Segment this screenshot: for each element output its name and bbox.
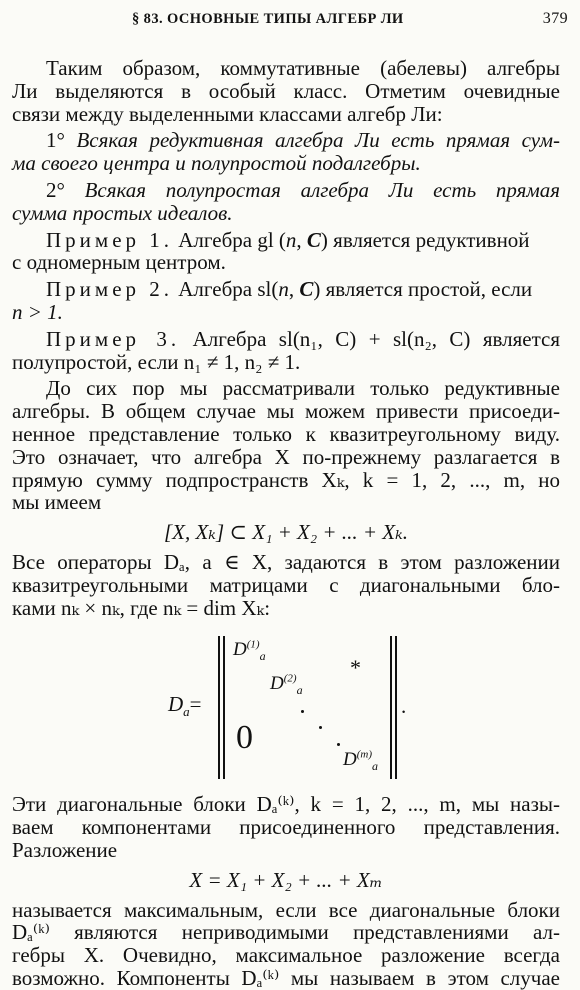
example-line (12, 229, 560, 252)
text-line: ками nₖ × nₖ, где nₖ = dim Xₖ: (12, 595, 271, 620)
math-var: D (270, 673, 284, 695)
example-label: Пример 3. (46, 326, 181, 351)
diagonal-block-1 (233, 639, 266, 662)
math-subscript: a (372, 759, 379, 774)
example-text: , (296, 227, 307, 252)
math-var: D (343, 749, 357, 771)
example-label: Пример 2. (46, 277, 174, 302)
example-label: Пример 1. (46, 227, 174, 252)
example-text: Алгебра gl ( (178, 227, 286, 252)
formula-commutator: [X, Xₖ] ⊂ X₁ + X₂ + ... + Xₖ. (163, 520, 408, 545)
text-line: Все операторы Dₐ, a ∈ X, задаются в этом разложении (12, 549, 560, 574)
example-line: с одномерным центром. (12, 250, 226, 275)
section-title: § 83. ОСНОВНЫЕ ТИПЫ АЛГЕБР ЛИ (132, 11, 404, 27)
text-line: связи между выделенными классами алгебр Ли: (12, 101, 443, 126)
matrix-lhs (168, 692, 202, 720)
text-line: прямую сумму подпространств Xₖ, k = 1, 2, ..., m, но (12, 467, 560, 492)
page-number: 379 (542, 10, 568, 27)
statement-number: 1° (46, 128, 65, 153)
matrix-left-bar (218, 636, 220, 779)
diagonal-block-2 (270, 673, 303, 696)
example-line (12, 328, 560, 351)
diagonal-block-m (343, 749, 378, 772)
text-line: ваем компонентами присоединенного представления. (12, 815, 560, 840)
diagonal-dot (301, 710, 304, 713)
statement-line (12, 152, 560, 175)
statement-line (12, 129, 560, 152)
math-field: C (299, 277, 314, 302)
statement-text: Всякая редуктивная алгебра Ли есть прямая сум- (76, 128, 561, 153)
page-body (12, 57, 560, 990)
statement-number: 2° (46, 177, 65, 202)
math-subscript: a (296, 683, 303, 698)
diagonal-dot (337, 743, 340, 746)
matrix-right-bar (390, 636, 392, 779)
text-line: Разложение (12, 837, 118, 862)
example-line (12, 278, 560, 301)
text-line: Эти диагональные блоки Dₐ⁽ᵏ⁾, k = 1, 2, ..., m, мы назы- (12, 792, 560, 817)
math-superscript: (1) (246, 639, 260, 651)
text-line: Таким образом, коммутативные (абелевы) алгебры (46, 56, 560, 80)
formula-decomposition: X = X₁ + X₂ + ... + Xₘ (189, 867, 383, 892)
diagonal-dot (319, 726, 322, 729)
matrix-right-bar (395, 636, 397, 779)
text-line: Dₐ⁽ᵏ⁾ являются неприводимыми представлениями ал- (12, 920, 560, 945)
example-1 (12, 229, 560, 275)
example-text: Алгебра sl(n₁, C) + sl(n₂, C) является (192, 326, 561, 351)
statement-text: Всякая полупростая алгебра Ли есть прямая (84, 177, 560, 202)
paragraph-components (12, 793, 560, 861)
example-2 (12, 278, 560, 324)
example-3 (12, 328, 560, 374)
example-text: ) является простой, если (313, 277, 533, 302)
matrix-period: . (401, 694, 407, 719)
text-line: возможно. Компоненты Dₐ⁽ᵏ⁾ мы называем в этом случае (12, 965, 560, 990)
math-subscript: a (183, 704, 190, 720)
math-var: D (233, 639, 247, 661)
math-superscript: (2) (283, 673, 297, 685)
example-text: ) является редуктивной (320, 227, 530, 252)
math-subscript: a (259, 649, 266, 664)
text-line: квазитреугольными матрицами с диагональными бло- (12, 572, 560, 597)
statement-text: ма своего центра и полупростой подалгебры. (12, 151, 421, 176)
statement-text: сумма простых идеалов. (12, 200, 233, 225)
example-line: полупростой, если n₁ ≠ 1, n₂ ≠ 1. (12, 349, 301, 374)
paragraph-maximal (12, 899, 560, 990)
text-line: гебры X. Очевидно, максимальное разложение всегда (12, 943, 560, 968)
paragraph-quasitriangular (12, 377, 560, 514)
statement-2 (12, 179, 560, 225)
statement-line (12, 179, 560, 202)
math-var: n (278, 277, 289, 302)
example-text: Алгебра sl( (178, 277, 279, 302)
text-line: До сих пор мы рассматривали только редуктивные (46, 376, 560, 401)
example-line: n > 1. (12, 299, 63, 324)
equals-sign: = (189, 692, 202, 717)
math-var: D (168, 692, 184, 717)
text-line: Ли выделяются в особый класс. Отметим очевидные (12, 78, 560, 103)
math-var: n (285, 227, 297, 252)
text-line: Это означает, что алгебра X по-прежнему разлагается в (12, 444, 560, 469)
paragraph-abelian (12, 57, 560, 125)
text-line: мы имеем (12, 490, 102, 515)
text-line: ненное представление только к квазитреугольному виду. (12, 421, 560, 446)
example-text: , (288, 277, 300, 302)
statement-1 (12, 129, 560, 175)
text-line: называется максимальным, если все диагональные блоки (12, 897, 560, 922)
math-superscript: (m) (356, 749, 373, 761)
paragraph-operators (12, 551, 560, 619)
block-matrix (12, 633, 560, 783)
lower-zero: 0 (236, 719, 253, 757)
math-field: C (306, 227, 321, 252)
upper-star: * (350, 655, 361, 681)
text-line: алгебры. В общем случае мы можем привести присоеди- (12, 399, 560, 424)
matrix-left-bar (223, 636, 225, 779)
statement-line (12, 202, 560, 225)
